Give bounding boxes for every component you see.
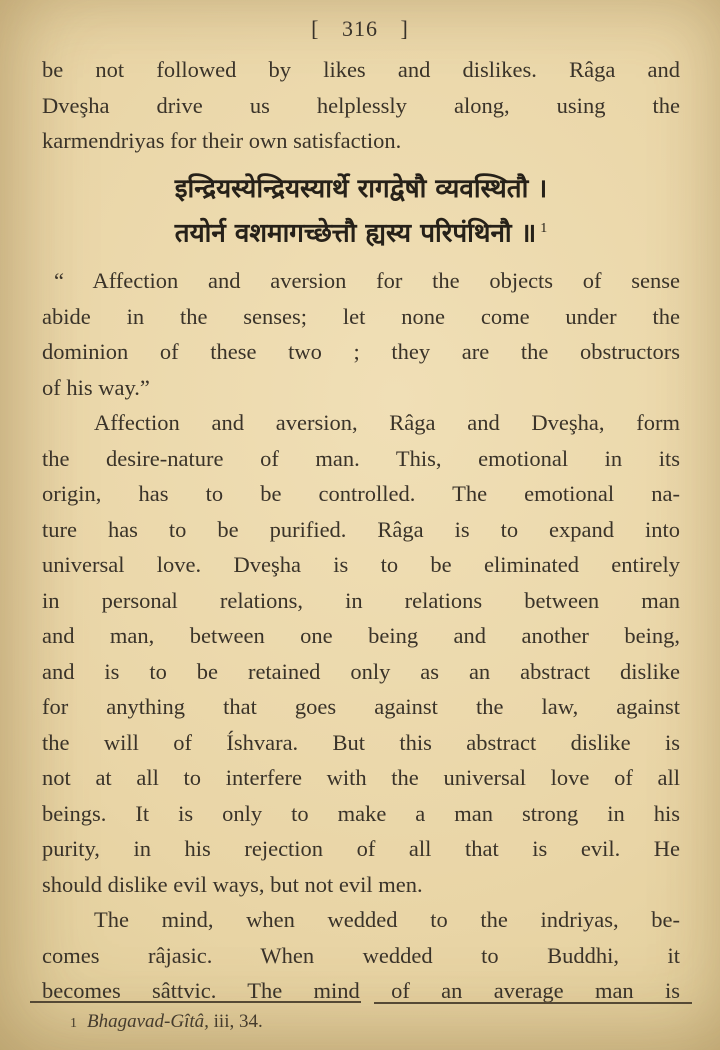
footnote-rule xyxy=(30,1001,692,1004)
text-line: and is to be retained only as an abstract dislike xyxy=(42,658,680,684)
footnote-rule-left xyxy=(30,1001,361,1003)
text-line: universal love. Dveşha is to be eliminated entirely xyxy=(42,552,680,578)
page-content xyxy=(42,52,680,1009)
text-line: not at all to interfere with the universal love of all xyxy=(42,765,680,791)
footnote-reference: 1 xyxy=(540,220,548,236)
text-line: the will of Íshvara. But this abstract dislike is xyxy=(42,729,680,755)
text-line: in personal relations, in relations between man xyxy=(42,587,680,613)
page-number: [ 316 ] xyxy=(311,16,409,41)
text-line: be not followed by likes and dislikes. Râga and xyxy=(42,57,680,82)
quote-paragraph xyxy=(42,263,680,405)
sanskrit-verse xyxy=(42,169,680,254)
text-line: dominion of these two ; they are the obstructors xyxy=(42,339,680,365)
text-line: the desire-nature of man. This, emotional in its xyxy=(42,445,680,471)
footnote xyxy=(70,1011,720,1033)
paragraph xyxy=(42,902,680,1009)
text-line: “ Affection and aversion for the objects of sense xyxy=(54,268,680,294)
paragraph-continuation xyxy=(42,52,680,159)
text-line: becomes sâttvic. The mind of an average man is xyxy=(42,978,680,1004)
text-line: of his way.” xyxy=(42,374,150,400)
paragraph xyxy=(42,405,680,902)
verse-line xyxy=(42,209,680,254)
text-line: ture has to be purified. Râga is to expand into xyxy=(42,516,680,542)
footnote-citation: iii, 34. xyxy=(213,1011,263,1032)
verse-text: तयोर्न वशमागच्छेत्तौ ह्यस्य परिपंथिनौ ॥ xyxy=(174,218,537,249)
text-line: and man, between one being and another being, xyxy=(42,623,680,649)
text-line: purity, in his rejection of all that is evil. He xyxy=(42,836,680,862)
footnote-area xyxy=(0,1001,720,1033)
text-line: for anything that goes against the law, against xyxy=(42,694,680,720)
footnote-marker: 1 xyxy=(70,1016,77,1031)
text-line: The mind, when wedded to the indriyas, be- xyxy=(94,907,680,933)
text-line: Affection and aversion, Râga and Dveşha, form xyxy=(94,410,680,436)
footnote-rule-right xyxy=(374,1002,692,1004)
text-line: karmendriyas for their own satisfaction. xyxy=(42,128,402,153)
text-line: abide in the senses; let none come under the xyxy=(42,303,680,329)
text-line: should dislike evil ways, but not evil men. xyxy=(42,871,423,897)
text-line: origin, has to be controlled. The emotional na- xyxy=(42,481,680,507)
verse-line: इन्द्रियस्येन्द्रियस्यार्थे रागद्वेषौ व्यवस्थितौ । xyxy=(174,173,548,204)
footnote-title: Bhagavad-Gîtâ, xyxy=(87,1011,209,1032)
text-line: beings. It is only to make a man strong in his xyxy=(42,800,680,826)
text-line: Dveşha drive us helplessly along, using the xyxy=(42,92,680,118)
text-line: comes râjasic. When wedded to Buddhi, it xyxy=(42,942,680,968)
